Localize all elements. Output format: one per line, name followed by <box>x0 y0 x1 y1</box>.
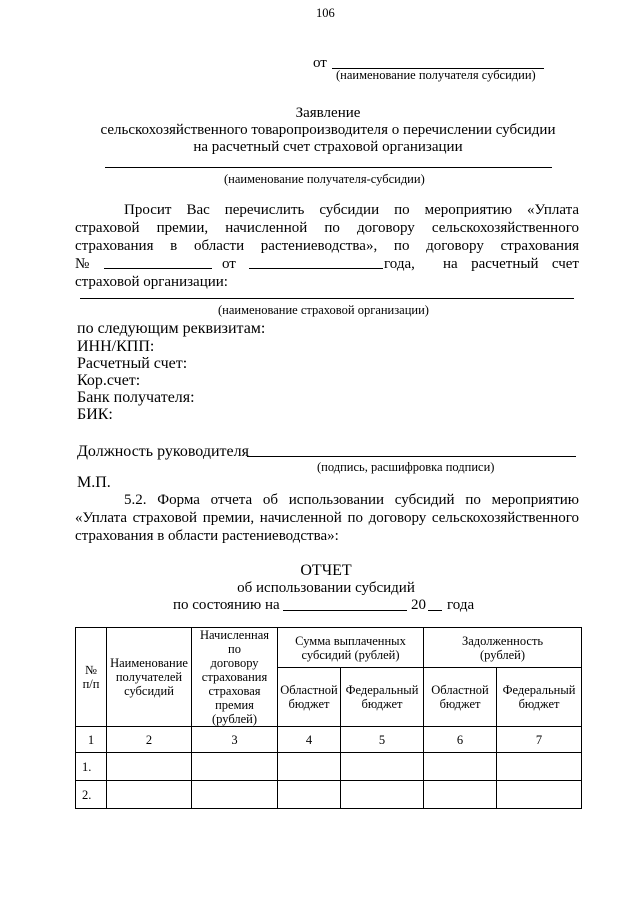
requisite-bank: Банк получателя: <box>77 389 195 406</box>
column-number: 1 <box>76 727 107 753</box>
year-suffix: года, <box>384 256 415 272</box>
requisite-account: Расчетный счет: <box>77 355 188 372</box>
table-row <box>76 753 582 781</box>
contract-date-label: от <box>222 256 236 272</box>
section-5-2-line-3: страхования в области растениеводства»: <box>75 528 339 544</box>
table-cell <box>107 781 192 809</box>
report-title: ОТЧЕТ <box>300 562 352 579</box>
table-cell: 1. <box>76 753 107 781</box>
table-row <box>76 781 582 809</box>
table-cell <box>424 781 497 809</box>
body-line-2: страховой премии, начисленной по договору сельскохозяйственного <box>75 220 579 236</box>
table-cell <box>107 753 192 781</box>
column-number: 7 <box>497 727 582 753</box>
head-label: Должность руководителя <box>77 443 249 460</box>
header-col-recipient-name: Наименование получателей субсидий <box>107 628 192 727</box>
requisites-intro: по следующим реквизитам: <box>77 320 266 337</box>
header-debt-federal: Федеральный бюджет <box>497 668 582 727</box>
header-group-debt: Задолженность (рублей) <box>424 628 582 668</box>
column-number: 4 <box>278 727 341 753</box>
signature-caption: (подпись, расшифровка подписи) <box>317 460 495 474</box>
report-table <box>75 627 582 809</box>
section-5-2-line-2: «Уплата страховой премии, начисленной по договору сельскохозяйственного <box>75 510 579 526</box>
header-paid-regional: Областной бюджет <box>278 668 341 727</box>
report-subtitle: об использовании субсидий <box>237 580 415 596</box>
recipient-caption: (наименование получателя субсидии) <box>336 68 536 82</box>
column-number: 6 <box>424 727 497 753</box>
column-number: 2 <box>107 727 192 753</box>
stamp-label: М.П. <box>77 474 111 491</box>
header-col-premium: Начисленная по договору страхования страховая премия (рублей) <box>192 628 278 727</box>
from-label: от <box>313 55 327 71</box>
table-cell <box>192 753 278 781</box>
signature-line <box>247 456 576 457</box>
column-number: 5 <box>341 727 424 753</box>
report-date-line <box>283 610 407 611</box>
column-number: 3 <box>192 727 278 753</box>
application-title-line-3: на расчетный счет страховой организации <box>193 139 463 155</box>
table-cell <box>192 781 278 809</box>
insurer-name-line <box>80 298 574 299</box>
applicant-line <box>105 167 552 168</box>
requisite-inn: ИНН/КПП: <box>77 338 155 355</box>
application-title: Заявление <box>295 105 361 121</box>
table-cell <box>341 781 424 809</box>
section-5-2-line-1: 5.2. Форма отчета об использовании субсидий по мероприятию <box>124 492 579 508</box>
applicant-caption: (наименование получателя-субсидии) <box>224 172 425 186</box>
table-cell: 2. <box>76 781 107 809</box>
body-line-1: Просит Вас перечислить субсидии по мероприятию «Уплата <box>124 202 579 218</box>
number-label: № <box>75 256 90 272</box>
report-year-prefix: 20 <box>411 597 426 613</box>
contract-date-line <box>249 268 383 269</box>
body-line-3: страхования в области растениеводства», по договору страхования <box>75 238 579 254</box>
table-cell <box>424 753 497 781</box>
table-cell <box>341 753 424 781</box>
table-cell <box>497 781 582 809</box>
header-paid-federal: Федеральный бюджет <box>341 668 424 727</box>
header-group-paid: Сумма выплаченных субсидий (рублей) <box>278 628 424 668</box>
column-number-row <box>76 727 582 753</box>
insurer-line-label: страховой организации: <box>75 274 228 290</box>
table-cell <box>278 781 341 809</box>
insurer-caption: (наименование страховой организации) <box>218 303 429 317</box>
contract-number-line <box>104 268 212 269</box>
account-text: на расчетный счет <box>443 256 579 272</box>
report-year-line <box>428 610 442 611</box>
table-cell <box>278 753 341 781</box>
report-year-suffix: года <box>447 597 475 613</box>
page-number: 106 <box>316 6 335 20</box>
requisite-bik: БИК: <box>77 406 113 423</box>
report-date-prefix: по состоянию на <box>173 597 280 613</box>
requisite-corr-account: Кор.счет: <box>77 372 141 389</box>
application-title-line-2: сельскохозяйственного товаропроизводителя о перечислении субсидии <box>100 122 556 138</box>
header-debt-regional: Областной бюджет <box>424 668 497 727</box>
header-col-number: № п/п <box>76 628 107 727</box>
table-cell <box>497 753 582 781</box>
